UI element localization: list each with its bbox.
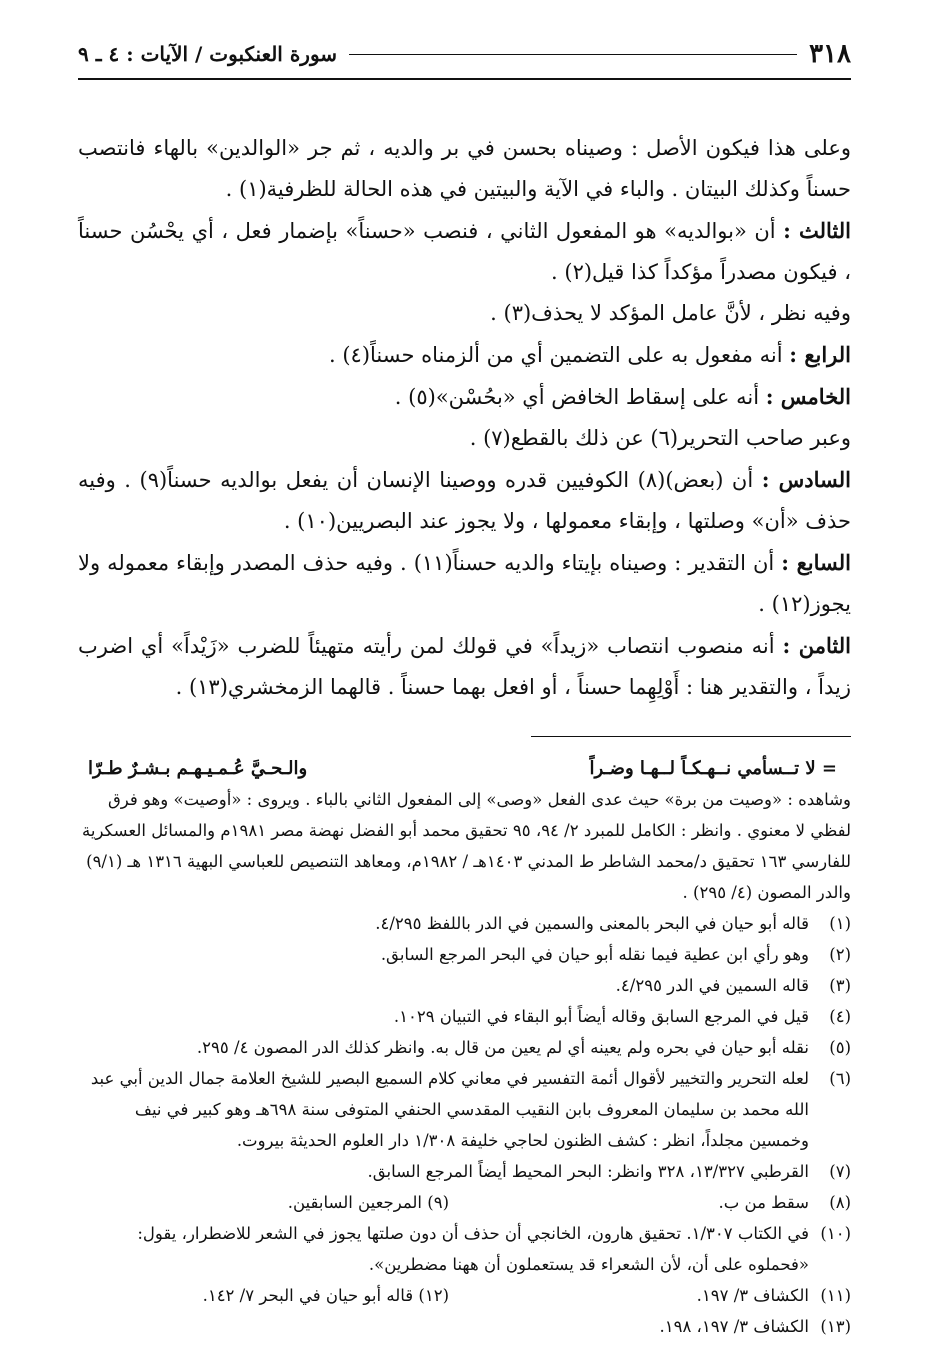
- paragraph-lead: السادس :: [761, 467, 852, 492]
- footnote-text: قيل في المرجع السابق وقاله أيضاً أبو البقاء في التبيان ١٠٢٩.: [393, 1007, 809, 1026]
- footnote-number: (٧): [829, 1162, 851, 1181]
- footnote: [78, 1311, 851, 1342]
- footnote-pair: [78, 1187, 809, 1218]
- footnotes: [78, 753, 851, 1342]
- footnote-number: (٢): [829, 945, 851, 964]
- paragraph-lead: السابع :: [781, 550, 851, 575]
- paragraph: [78, 542, 851, 625]
- paragraph-lead: الرابع :: [789, 342, 851, 367]
- footnote-continuation: وشاهده : «وصيت من برة» حيث عدى الفعل «وصى» إلى المفعول الثاني بالباء . ويروى : «أوصيت» وهو فرق لفظي لا معنوي . وانظر : الكامل للمبرد ٢/ ٩٤، ٩٥ تحقيق محمد أبو الفضل نهضة مصر ١٩٨١م والمسائل العسكرية للفارسي ١٦٣ تحقيق د/محمد الشاطر ط المدني ١٤٠٣هـ / ١٩٨٢م، ومعاهد التنصيص للعباسي البهية ١٣١٦ هـ (٩/١) والدر المصون (٤/ ٢٩٥) .: [82, 790, 851, 902]
- paragraph: [78, 459, 851, 542]
- footnote-text: سقط من ب.: [718, 1193, 809, 1212]
- footnote: [78, 1218, 851, 1280]
- footnote: [78, 1156, 851, 1187]
- footnote: [78, 908, 851, 939]
- footnote: [78, 1032, 851, 1063]
- footnote-text: قاله السمين في الدر ٤/٢٩٥.: [615, 976, 809, 995]
- footnote-text: (١٢) قاله أبو حيان في البحر ٧/ ١٤٢.: [202, 1286, 449, 1305]
- footnote-pair: [78, 1280, 809, 1311]
- footnote-separator: [531, 736, 851, 737]
- running-header: [78, 34, 851, 74]
- footnote: [78, 1187, 851, 1218]
- paragraph: وعبر صاحب التحرير(٦) عن ذلك بالقطع(٧) .: [469, 426, 851, 450]
- footnote-text: لعله التحرير والتخيير لأقوال أئمة التفسير في معاني كلام السميع البصير للشيخ العلامة جمال الدين أبي عبد الله محمد بن سليمان المعروف بابن النقيب المقدسي الحنفي المتوفى سنة ٦٩٨هـ وهو كبير في نيف وخمسين مجلداً، انظر : كشف الظنون لحاجي خليفة ١/٣٠٨ دار العلوم الحديثة بيروت.: [90, 1069, 809, 1150]
- paragraph: وفيه نظر ، لأنَّ عامل المؤكد لا يحذف(٣) .: [490, 301, 851, 325]
- chapter-title: سورة العنكبوت / الآيات : ٤ ـ ٩: [78, 42, 338, 66]
- footnote-number: (١١): [820, 1286, 851, 1305]
- footnote-number: (٦): [829, 1069, 851, 1088]
- page-number: ٣١٨: [809, 39, 851, 69]
- footnote-text: (٩) المرجعين السابقين.: [287, 1193, 449, 1212]
- main-text: [78, 128, 851, 708]
- footnote-number: (٥): [829, 1038, 851, 1057]
- footnote: [78, 1063, 851, 1156]
- paragraph-body: أنه على إسقاط الخافض أي «بحُسْن»(٥) .: [394, 385, 766, 409]
- poetry-verse: [78, 753, 851, 784]
- footnote-text: قاله أبو حيان في البحر بالمعنى والسمين في الدر باللفظ ٤/٢٩٥.: [375, 914, 809, 933]
- verse-first-half: = لا تــسأمي نــهـكـاً لــهـا وضـراً: [589, 758, 837, 779]
- footnote: [78, 939, 851, 970]
- header-rule: [349, 54, 797, 55]
- footnote: [78, 1280, 851, 1311]
- paragraph-body: أنه منصوب انتصاب «زيداً» في قولك لمن رأيته متهيئاً للضرب «زَيْداً» أي اضرب زيداً ، والتقدير هنا : أَوْلِهِما حسناً ، أو افعل بهما حسناً . قالهما الزمخشري(١٣) .: [78, 634, 851, 699]
- footnote-text: الكشاف ٣/ ١٩٧، ١٩٨.: [659, 1317, 809, 1336]
- verse-second-half: والـحـيَّ عُـمـيـهـم بـشـرٌ طـرّا: [88, 758, 308, 779]
- footnote-number: (١٣): [820, 1317, 851, 1336]
- footnote-text: القرطبي ١٣/٣٢٧، ٣٢٨ وانظر: البحر المحيط أيضاً المرجع السابق.: [367, 1162, 809, 1181]
- footnote-number: (٣): [829, 976, 851, 995]
- footnote-number: (٤): [829, 1007, 851, 1026]
- paragraph-body: أن التقدير : وصيناه بإيتاء والديه حسناً(١١) . وفيه حذف المصدر وإبقاء معموله ولا يجوز(١٢) .: [78, 551, 851, 616]
- footnote: [78, 970, 851, 1001]
- footnote: [78, 1001, 851, 1032]
- paragraph: [78, 625, 851, 708]
- paragraph-body: أنه مفعول به على التضمين أي من ألزمناه حسناً(٤) .: [329, 343, 790, 367]
- paragraph-body: أن (بعض)(٨) الكوفيين قدره ووصينا الإنسان أن يفعل بوالديه حسناً(٩) . وفيه حذف «أن» وصلتها ، وإبقاء معمولها ، ولا يجوز عند البصريين(١٠) .: [78, 468, 851, 533]
- paragraph-lead: الخامس :: [765, 384, 851, 409]
- footnote-text: وهو رأي ابن عطية فيما نقله أبو حيان في البحر المرجع السابق.: [380, 945, 809, 964]
- paragraph-body: أن «بوالديه» هو المفعول الثاني ، فنصب «حسناً» بإضمار فعل ، أي يحْسُن حسناً ، فيكون مصدراً مؤكداً كذا قيل(٢) .: [78, 219, 851, 284]
- footnote-text: في الكتاب ١/٣٠٧. تحقيق هارون، الخانجي أن حذف أن دون صلتها يجوز في الشعر للاضطرار، يقول: «فحملوه على أن، لأن الشعراء قد يستعملون أن ههنا مضطرين».: [137, 1224, 809, 1274]
- paragraph-lead: الثامن :: [782, 633, 852, 658]
- paragraph: [78, 334, 851, 376]
- paragraph-lead: الثالث :: [783, 218, 851, 243]
- paragraph: وعلى هذا فيكون الأصل : وصيناه بحسن في بر والديه ، ثم جر «الوالدين» بالهاء فانتصب حسناً وكذلك البيتان . والباء في الآية والبيتين في هذه الحالة للظرفية(١) .: [78, 136, 851, 201]
- paragraph: [78, 210, 851, 293]
- paragraph: [78, 376, 851, 418]
- footnote-number: (٨): [829, 1193, 851, 1212]
- footnote-text: الكشاف ٣/ ١٩٧.: [696, 1286, 809, 1305]
- footnote-text: نقله أبو حيان في بحره ولم يعينه أي لم يعين من قال به. وانظر كذلك الدر المصون ٤/ ٢٩٥.: [196, 1038, 809, 1057]
- footnote-number: (١): [829, 914, 851, 933]
- footnote-number: (١٠): [820, 1224, 851, 1243]
- header-underline: [78, 78, 851, 80]
